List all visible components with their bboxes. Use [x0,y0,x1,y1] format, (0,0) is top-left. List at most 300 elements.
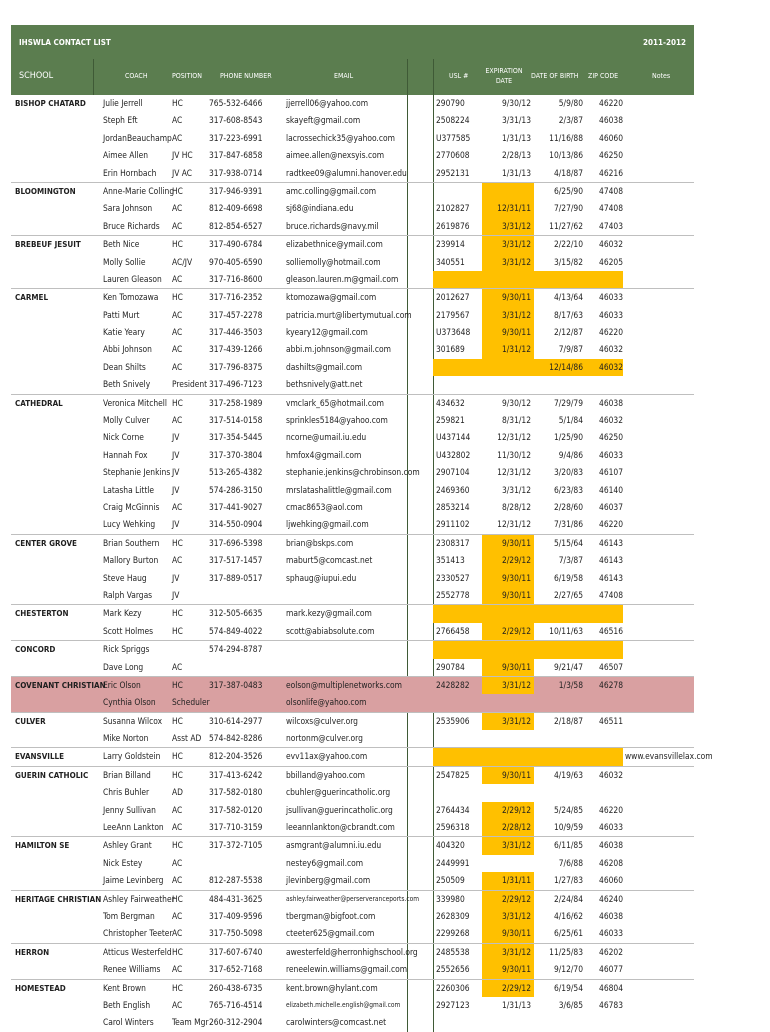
cell-phone: 260-312-2904 [209,1017,263,1028]
cell-usl: 2770608 [436,150,470,161]
cell-usl: 339980 [436,893,465,904]
cell-exp: 2/29/12 [501,804,531,815]
cell-coach: Erin Hornbach [103,167,157,178]
cell-email: ashley.fairweather@perserveranceports.com [286,894,420,903]
cell-phone: 317-796-8375 [209,361,263,372]
cell-dob: 5/24/85 [553,804,583,815]
cell-exp: 3/31/12 [501,910,531,921]
cell-coach: Beth Snively [103,379,151,390]
cell-phone: 317-413-6242 [209,769,263,780]
cell-email: jjerrell06@yahoo.com [286,98,369,108]
cell-email: kyeary12@gmail.com [286,327,368,338]
cell-position: AC [172,344,183,355]
cell-position: Scheduler [172,697,210,708]
cell-school: CENTER GROVE [15,538,77,548]
table-row [11,872,694,889]
cell-exp: 11/30/12 [497,449,531,460]
cell-usl: 2535906 [436,715,470,726]
table-row [11,694,694,711]
cell-coach: Cynthia Olson [103,697,156,708]
cell-zip: 46143 [599,572,623,583]
cell-zip: 47408 [599,589,623,600]
table-row [11,604,694,622]
cell-zip: 46202 [599,946,623,957]
cell-position: AC/JV [172,256,193,267]
cell-coach: Julie Jerrell [103,98,143,108]
cell-email: gleason.lauren.m@gmail.com [286,273,399,284]
cell-exp: 3/31/12 [501,715,531,726]
cell-position: AC [172,501,183,512]
table-row [11,359,694,376]
cell-zip: 46032 [599,239,623,250]
header-email: EMAIL [334,72,354,80]
table-row [11,890,694,908]
cell-phone: 317-607-6740 [209,946,263,957]
cell-school: BLOOMINGTON [15,186,76,196]
cell-phone: 574-294-8787 [209,644,263,655]
cell-email: reneelewin.williams@gmail.com [286,964,408,975]
cell-position: AC [172,220,183,231]
cell-email: patricia.murt@libertymutual.com [286,309,412,320]
cell-zip: 46804 [599,982,623,993]
cell-usl: 2552656 [436,964,470,975]
cell-dob: 2/12/87 [553,327,583,338]
cell-email: bbilland@yahoo.com [286,769,365,780]
cell-phone: 513-265-4382 [209,467,263,478]
cell-phone: 317-441-9027 [209,501,263,512]
header-zip: ZIP CODE [588,72,619,80]
table-row [11,516,694,533]
cell-phone: 812-287-5538 [209,875,263,886]
table-row [11,200,694,217]
cell-coach: Aimee Allen [103,150,149,161]
cell-email: radtkee09@alumni.hanover.edu [286,167,407,178]
header-notes: Notes [652,72,671,80]
cell-exp: 9/30/11 [501,661,531,672]
cell-coach: Kent Brown [103,982,146,993]
cell-email: brian@bskps.com [286,537,354,548]
cell-position: HC [172,679,183,690]
cell-zip: 46033 [599,449,623,460]
cell-school: COVENANT CHRISTIAN [15,680,106,690]
cell-coach: Larry Goldstein [103,751,161,762]
cell-coach: Beth English [103,999,151,1010]
cell-exp: 1/31/13 [501,167,531,178]
cell-position: AC [172,964,183,975]
header-usl: USL # [449,72,469,80]
cell-dob: 3/20/83 [553,467,583,478]
cell-exp: 3/31/12 [501,220,531,231]
table-row [11,640,694,658]
cell-zip: 46037 [599,501,623,512]
cell-email: carolwinters@comcast.net [286,1017,387,1028]
cell-position: JV [172,449,180,460]
cell-exp: 12/31/12 [497,519,531,530]
table-row [11,447,694,464]
cell-dob: 2/22/10 [553,239,583,250]
cell-zip: 47408 [599,203,623,214]
cell-email: solliemolly@hotmail.com [286,256,381,267]
table-row [11,165,694,182]
cell-email: ktomozawa@gmail.com [286,292,377,303]
cell-exp: 8/31/12 [501,415,531,426]
cell-position: HC [172,98,183,108]
cell-usl: 2012627 [436,292,470,303]
cell-zip: 47403 [599,220,623,231]
cell-exp: 12/31/12 [497,467,531,478]
cell-coach: Beth Nice [103,239,140,250]
cell-usl: 2619876 [436,220,470,231]
cell-usl: 340551 [436,256,465,267]
cell-zip: 46032 [599,769,623,780]
cell-usl: 2308317 [436,537,470,548]
cell-coach: Ashley Fairweather [103,893,175,904]
table-row [11,147,694,164]
table-row [11,676,694,694]
table-row [11,766,694,784]
cell-school: HERRON [15,947,50,957]
cell-exp: 3/31/12 [501,239,531,250]
cell-usl: 2547825 [436,769,470,780]
cell-coach: LeeAnn Lankton [103,822,164,833]
highlight-cell [433,271,623,288]
cell-exp: 2/28/12 [501,822,531,833]
cell-email: sphaug@iupui.edu [286,572,357,583]
cell-dob: 12/14/86 [549,361,583,372]
cell-coach: Carol Winters [103,1017,154,1028]
cell-coach: Mallory Burton [103,555,159,566]
cell-dob: 11/27/62 [549,220,583,231]
cell-position: HC [172,715,183,726]
cell-zip: 46516 [599,625,623,636]
cell-phone: 317-258-1989 [209,397,263,408]
cell-email: jlevinberg@gmail.com [286,875,371,886]
table-row [11,271,694,288]
table-row [11,961,694,978]
cell-usl: 351413 [436,555,465,566]
cell-phone: 317-223-6991 [209,132,263,143]
cell-email: mark.kezy@gmail.com [286,608,372,619]
cell-phone: 310-614-2977 [209,715,263,726]
cell-dob: 5/15/64 [553,537,583,548]
cell-position: HC [172,185,183,196]
cell-dob: 2/18/87 [553,715,583,726]
cell-dob: 6/19/58 [553,572,583,583]
cell-coach: Steph Eft [103,115,138,126]
cell-position: AC [172,203,183,214]
cell-exp: 9/30/12 [501,397,531,408]
cell-zip: 46038 [599,910,623,921]
header-position: POSITION [172,72,202,80]
cell-dob: 6/19/54 [553,982,583,993]
table-row [11,324,694,341]
cell-dob: 2/24/84 [553,893,583,904]
cell-position: HC [172,537,183,548]
cell-coach: Jaime Levinberg [103,875,164,886]
cell-usl: 404320 [436,840,465,851]
column-headers [11,59,694,95]
cell-email: maburt5@comcast.net [286,555,373,566]
cell-dob: 2/3/87 [558,115,583,126]
cell-phone: 312-505-6635 [209,608,263,619]
cell-usl: U437144 [436,432,471,443]
cell-position: AC [172,928,183,939]
cell-zip: 46033 [599,928,623,939]
cell-dob: 6/11/85 [553,840,583,851]
cell-exp: 2/28/13 [501,150,531,161]
table-row [11,394,694,412]
cell-usl: U377585 [436,132,471,143]
cell-usl: 2469360 [436,484,470,495]
table-row [11,570,694,587]
cell-zip: 46060 [599,132,623,143]
header-phone: PHONE NUMBER [220,72,272,80]
cell-exp: 1/31/13 [501,132,531,143]
cell-exp: 9/30/11 [501,292,531,303]
cell-coach: Bruce Richards [103,220,160,231]
cell-coach: Abbi Johnson [103,344,152,355]
cell-coach: Nick Estey [103,857,143,868]
cell-email: abbi.m.johnson@gmail.com [286,344,391,355]
cell-phone: 317-889-0517 [209,572,263,583]
cell-coach: Steve Haug [103,572,147,583]
table-row [11,182,694,200]
highlight-cell [482,183,534,200]
cell-zip: 47408 [599,185,623,196]
cell-exp: 9/30/12 [501,98,531,108]
cell-coach: Veronica Mitchell [103,397,167,408]
table-row [11,412,694,429]
cell-coach: Stephanie Jenkins [103,467,171,478]
cell-email: hmfox4@gmail.com [286,449,362,460]
cell-email: elizabeth.michelle.english@gmail.com [286,1000,401,1009]
cell-position: JV [172,519,180,530]
cell-dob: 6/23/83 [553,484,583,495]
cell-phone: 317-582-0180 [209,787,263,798]
cell-usl: 2853214 [436,501,470,512]
cell-notes: www.evansvillelax.com [625,751,713,762]
cell-school: BREBEUF JESUIT [15,240,81,250]
cell-position: JV [172,467,180,478]
cell-coach: Sara Johnson [103,203,153,214]
cell-dob: 9/4/86 [558,449,583,460]
cell-coach: Tom Bergman [103,910,155,921]
cell-phone: 574-842-8286 [209,733,263,744]
cell-position: President [172,379,208,390]
table-row [11,288,694,306]
cell-coach: JordanBeauchamp [103,132,172,143]
cell-usl: 2552778 [436,589,470,600]
cell-school: HERITAGE CHRISTIAN [15,894,102,904]
cell-email: mrslatashalittle@gmail.com [286,484,392,495]
cell-zip: 46033 [599,822,623,833]
cell-usl: 2764434 [436,804,470,815]
cell-email: lacrossechick35@yahoo.com [286,132,395,143]
cell-zip: 46783 [599,999,623,1010]
cell-coach: Scott Holmes [103,625,154,636]
cell-phone: 765-716-4514 [209,999,263,1010]
cell-dob: 6/25/61 [553,928,583,939]
cell-phone: 317-716-2352 [209,292,263,303]
cell-exp: 3/31/13 [501,115,531,126]
cell-coach: Atticus Westerfeld [103,946,172,957]
cell-school: CARMEL [15,293,49,303]
cell-coach: Ken Tomozawa [103,292,159,303]
cell-phone: 574-286-3150 [209,484,263,495]
table-row [11,712,694,730]
cell-dob: 2/28/60 [553,501,583,512]
cell-position: JV [172,572,180,583]
cell-zip: 46250 [599,150,623,161]
table-row [11,552,694,569]
cell-position: AC [172,415,183,426]
table-row [11,943,694,961]
cell-email: leeannlankton@cbrandt.com [286,822,395,833]
cell-coach: Mike Norton [103,733,149,744]
cell-coach: Molly Culver [103,415,150,426]
cell-usl: 2428282 [436,679,470,690]
cell-position: AC [172,273,183,284]
cell-usl: 2952131 [436,167,470,178]
cell-coach: Brian Southern [103,537,160,548]
cell-usl: U432802 [436,449,471,460]
cell-phone: 317-372-7105 [209,840,263,851]
cell-phone: 317-847-6858 [209,150,263,161]
cell-exp: 12/31/12 [497,432,531,443]
cell-position: AC [172,857,183,868]
cell-email: nestey6@gmail.com [286,857,364,868]
table-row [11,95,694,112]
cell-email: bethsnively@att.net [286,379,363,390]
table-row [11,464,694,481]
cell-usl: 259821 [436,415,465,426]
cell-exp: 2/29/12 [501,982,531,993]
cell-position: AC [172,910,183,921]
cell-phone: 317-608-8543 [209,115,263,126]
cell-position: AC [172,822,183,833]
header-dob: DATE OF BIRTH [531,72,579,80]
cell-dob: 5/1/84 [558,415,583,426]
table-row [11,855,694,872]
cell-usl: 2907104 [436,467,470,478]
cell-dob: 2/27/65 [553,589,583,600]
cell-position: AD [172,787,183,798]
table-row [11,623,694,640]
cell-school: CATHEDRAL [15,398,63,408]
cell-zip: 46060 [599,875,623,886]
cell-phone: 317-439-1266 [209,344,263,355]
table-row [11,534,694,552]
cell-zip: 46038 [599,397,623,408]
table-row [11,429,694,446]
cell-position: AC [172,555,183,566]
cell-phone: 314-550-0904 [209,519,263,530]
cell-phone: 765-532-6466 [209,98,263,108]
cell-email: cmac8653@aol.com [286,501,363,512]
cell-coach: Patti Murt [103,309,140,320]
cell-position: HC [172,840,183,851]
cell-position: HC [172,239,183,250]
cell-dob: 7/27/90 [553,203,583,214]
cell-email: vmclark_65@hotmail.com [286,397,384,408]
cell-position: JV [172,484,180,495]
cell-usl: 2927123 [436,999,470,1010]
cell-phone: 812-409-6698 [209,203,263,214]
cell-exp: 9/30/11 [501,572,531,583]
cell-exp: 3/31/12 [501,946,531,957]
cell-dob: 8/17/63 [553,309,583,320]
table-row [11,376,694,393]
cell-usl: 2911102 [436,519,470,530]
cell-school: HAMILTON SE [15,841,70,851]
cell-dob: 7/29/79 [553,397,583,408]
cell-school: CONCORD [15,645,56,655]
cell-usl: 2449991 [436,857,470,868]
cell-dob: 9/12/70 [553,964,583,975]
cell-zip: 46511 [599,715,623,726]
cell-phone: 317-710-3159 [209,822,263,833]
cell-exp: 9/30/11 [501,537,531,548]
cell-dob: 1/3/58 [558,679,583,690]
cell-usl: 2766458 [436,625,470,636]
table-row [11,254,694,271]
cell-exp: 8/28/12 [501,501,531,512]
cell-position: JV [172,589,180,600]
cell-zip: 46033 [599,292,623,303]
cell-phone: 970-405-6590 [209,256,263,267]
highlight-cell [433,641,623,658]
table-row [11,499,694,516]
cell-email: dashilts@gmail.com [286,361,363,372]
cell-phone: 317-696-5398 [209,537,263,548]
cell-usl: 2179567 [436,309,470,320]
header-school: SCHOOL [19,71,54,81]
cell-coach: Dean Shilts [103,361,146,372]
table-row [11,979,694,997]
cell-position: HC [172,608,183,619]
cell-exp: 3/31/12 [501,256,531,267]
cell-coach: Hannah Fox [103,449,148,460]
cell-phone: 317-496-7123 [209,379,263,390]
cell-position: HC [172,946,183,957]
cell-zip: 46240 [599,893,623,904]
cell-exp: 2/29/12 [501,625,531,636]
cell-zip: 46032 [599,361,623,372]
cell-phone: 317-652-7168 [209,964,263,975]
cell-email: skayeft@gmail.com [286,115,361,126]
cell-phone: 317-387-0483 [209,679,263,690]
cell-position: Team Mgr [172,1017,209,1028]
table-row [11,218,694,235]
cell-school: HOMESTEAD [15,983,66,993]
header-coach: COACH [125,72,148,80]
cell-coach: Molly Sollie [103,256,146,267]
cell-position: HC [172,893,183,904]
cell-dob: 3/6/85 [558,999,583,1010]
highlight-cell [433,748,623,765]
cell-zip: 46205 [599,256,623,267]
cell-usl: 250509 [436,875,465,886]
table-row [11,235,694,253]
cell-coach: Susanna Wilcox [103,715,163,726]
cell-dob: 7/31/86 [553,519,583,530]
cell-usl: 2260306 [436,982,470,993]
table-row [11,482,694,499]
cell-zip: 46143 [599,537,623,548]
cell-position: HC [172,769,183,780]
table-row [11,997,694,1014]
cell-position: AC [172,361,183,372]
